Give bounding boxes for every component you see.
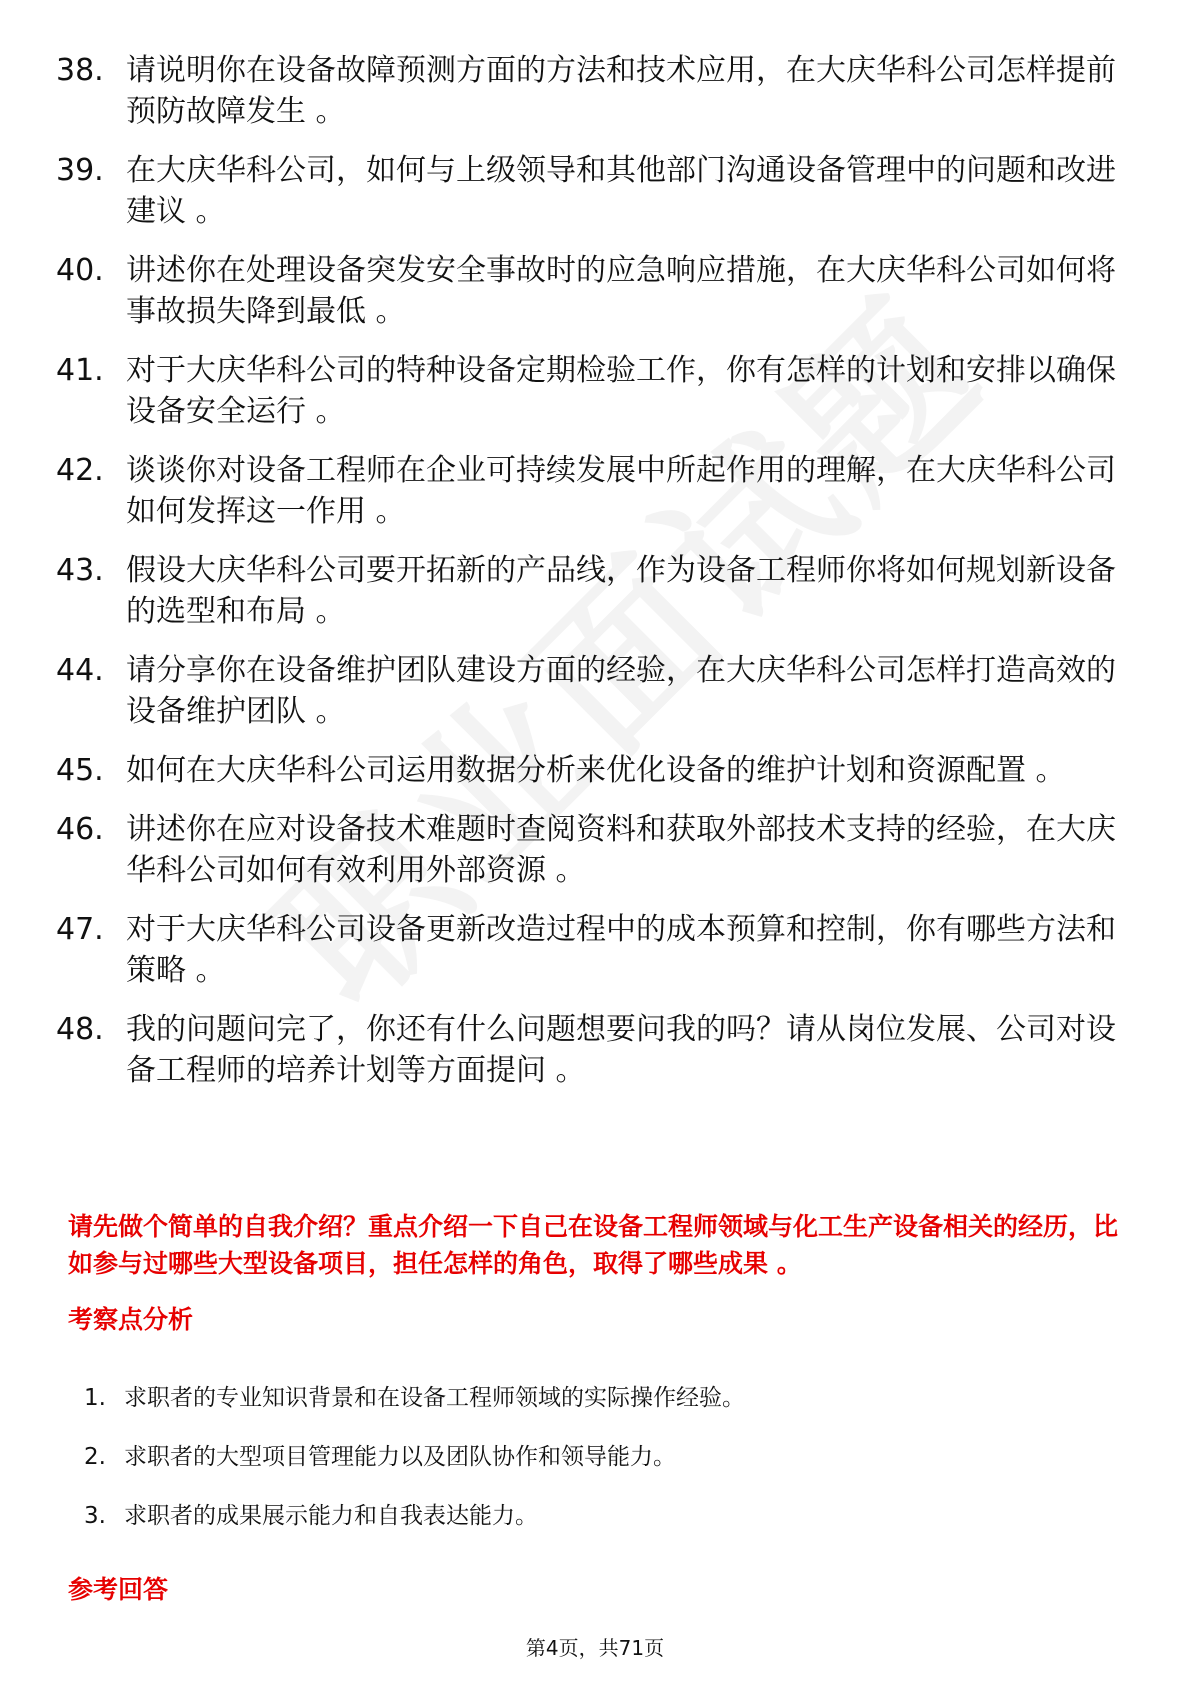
analysis-item [84,1441,1084,1474]
question-text: 如何在大庆华科公司运用数据分析来优化设备的维护计划和资源配置 。 [126,753,1066,788]
analysis-number: 2. [84,1444,106,1470]
question-item [56,750,1116,791]
question-number: 46. [56,812,104,847]
analysis-heading: 考察点分析 [68,1305,194,1334]
question-text: 在大庆华科公司，如何与上级领导和其他部门沟通设备管理中的问题和改进建议 。 [126,153,1116,229]
question-number: 44. [56,653,104,688]
question-item [56,650,1116,732]
question-number: 47. [56,912,104,947]
question-item [56,809,1116,891]
question-item [56,150,1116,232]
question-item [56,1009,1116,1091]
question-number: 39. [56,153,104,188]
question-text: 请说明你在设备故障预测方面的方法和技术应用，在大庆华科公司怎样提前预防故障发生 。 [126,53,1116,129]
question-number: 38. [56,53,104,88]
page-footer: 第4页，共71页 [525,1636,665,1660]
question-list [56,50,1116,1109]
analysis-item [84,1382,1084,1415]
analysis-text: 求职者的成果展示能力和自我表达能力。 [124,1503,538,1529]
question-number: 43. [56,553,104,588]
question-number: 41. [56,353,104,388]
analysis-number: 3. [84,1503,106,1529]
question-text: 对于大庆华科公司设备更新改造过程中的成本预算和控制，你有哪些方法和策略 。 [126,912,1116,988]
question-item [56,50,1116,132]
analysis-number: 1. [84,1385,106,1411]
question-text: 谈谈你对设备工程师在企业可持续发展中所起作用的理解，在大庆华科公司如何发挥这一作用 。 [126,453,1116,529]
analysis-item [84,1500,1084,1533]
question-number: 45. [56,753,104,788]
question-item [56,450,1116,532]
question-number: 40. [56,253,104,288]
analysis-text: 求职者的专业知识背景和在设备工程师领域的实际操作经验。 [124,1385,745,1411]
question-text: 讲述你在处理设备突发安全事故时的应急响应措施，在大庆华科公司如何将事故损失降到最低 。 [126,253,1116,329]
question-item [56,350,1116,432]
question-number: 42. [56,453,104,488]
question-text: 请分享你在设备维护团队建设方面的经验，在大庆华科公司怎样打造高效的设备维护团队 。 [126,653,1116,729]
question-item [56,250,1116,332]
reference-answer-heading: 参考回答 [68,1575,169,1604]
question-text: 讲述你在应对设备技术难题时查阅资料和获取外部技术支持的经验，在大庆华科公司如何有效利用外部资源 。 [126,812,1116,888]
question-text: 假设大庆华科公司要开拓新的产品线，作为设备工程师你将如何规划新设备的选型和布局 。 [126,553,1116,629]
question-text: 我的问题问完了，你还有什么问题想要问我的吗？请从岗位发展、公司对设备工程师的培养计划等方面提问 。 [126,1012,1116,1088]
question-item [56,909,1116,991]
highlight-question: 请先做个简单的自我介绍？重点介绍一下自己在设备工程师领域与化工生产设备相关的经历，比如参与过哪些大型设备项目，担任怎样的角色，取得了哪些成果 。 [68,1212,1119,1278]
question-text: 对于大庆华科公司的特种设备定期检验工作，你有怎样的计划和安排以确保设备安全运行 。 [126,353,1116,429]
analysis-text: 求职者的大型项目管理能力以及团队协作和领导能力。 [124,1444,676,1470]
question-number: 48. [56,1012,104,1047]
analysis-list [84,1382,1084,1559]
question-item [56,550,1116,632]
